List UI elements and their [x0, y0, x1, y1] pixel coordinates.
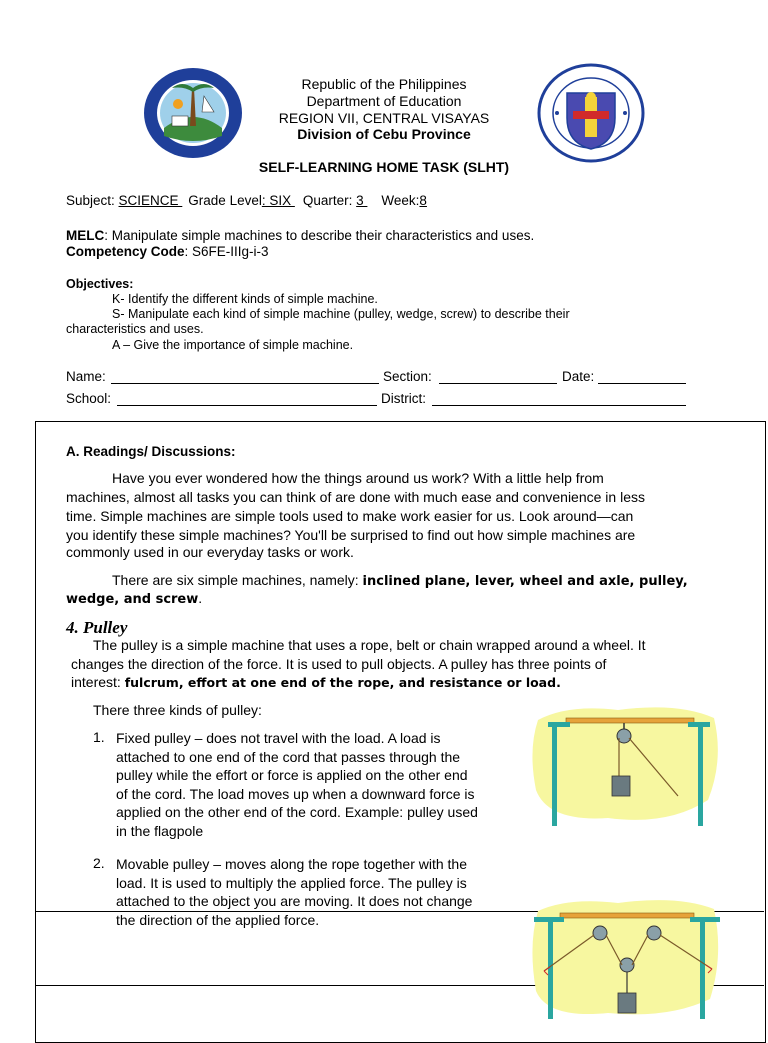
fixed-pulley-diagram	[528, 700, 724, 830]
district-field[interactable]	[432, 405, 686, 406]
readings-p1-l3: time. Simple machines are simple tools used to make work easier for us. Look around—can	[66, 508, 634, 524]
readings-p1-l5: commonly used in our everyday tasks or work.	[66, 544, 354, 560]
movable-l2: load. It is used to multiply the applied force. The pulley is	[116, 874, 467, 891]
pulley-desc-l1: The pulley is a simple machine that uses a rope, belt or chain wrapped around a wheel. It	[93, 637, 646, 653]
six-machines-list-cont: wedge, and screw	[66, 592, 199, 607]
interest-label: interest:	[71, 674, 125, 690]
header-division: Division of Cebu Province	[297, 126, 471, 142]
objectives-label: Objectives:	[66, 277, 134, 291]
school-label: School:	[66, 391, 112, 406]
header-region: REGION VII, CENTRAL VISAYAS	[278, 110, 490, 126]
school-field[interactable]	[117, 405, 377, 406]
quarter-label: Quarter:	[302, 193, 357, 208]
readings-p1-l4: you identify these simple machines? You'll be surprised to find out how simple machines are	[66, 527, 636, 543]
date-label: Date:	[562, 369, 595, 384]
six-machines-list: inclined plane, lever, wheel and axle, pulley,	[362, 574, 688, 589]
grade-value: : SIX	[261, 193, 295, 208]
page-title: SELF-LEARNING HOME TASK (SLHT)	[258, 159, 510, 175]
item-number-2: 2.	[93, 855, 105, 871]
objective-k: K- Identify the different kinds of simple machine.	[112, 292, 378, 306]
pulley-desc-l3	[71, 674, 561, 690]
section-field[interactable]	[439, 383, 557, 384]
quarter-value: 3	[356, 193, 368, 208]
melc-line	[66, 228, 534, 243]
interest-points: fulcrum, effort at one end of the rope, and resistance or load.	[124, 675, 561, 690]
objective-s-cont: characteristics and uses.	[66, 322, 204, 336]
item-number-1: 1.	[93, 729, 105, 745]
week-value: 8	[419, 193, 427, 208]
fixed-l2: attached to one end of the cord that passes through the	[116, 748, 461, 765]
subject-value: SCIENCE	[118, 193, 183, 208]
objective-s: S- Manipulate each kind of simple machine (pulley, wedge, screw) to describe their	[112, 307, 570, 321]
fixed-l4: of the cord. The load moves up when a downward force is	[116, 785, 475, 802]
movable-l1: Movable pulley – moves along the rope together with the	[116, 856, 467, 872]
readings-p2-l1	[112, 572, 688, 589]
movable-pulley-diagram	[528, 895, 724, 1020]
readings-p1-l2: machines, almost all tasks you can think of are done with much ease and convenience in less	[66, 489, 645, 505]
objective-a: A – Give the importance of simple machine.	[112, 338, 354, 352]
competency-line	[66, 244, 269, 259]
six-machines-end: .	[198, 590, 203, 606]
movable-pulley-text	[116, 855, 472, 929]
district-label: District:	[381, 391, 426, 406]
header-deped: Department of Education	[306, 93, 462, 109]
week-label: Week:	[381, 193, 420, 208]
name-field[interactable]	[111, 383, 379, 384]
name-label: Name:	[66, 369, 106, 384]
competency-label: Competency Code	[66, 244, 185, 259]
subject-line	[66, 193, 427, 208]
kinds-intro: There three kinds of pulley:	[93, 702, 262, 718]
pulley-desc-l2: changes the direction of the force. It is used to pull objects. A pulley has three points of	[71, 656, 607, 672]
fixed-l3: pulley while the effort or force is applied on the other end	[116, 767, 468, 783]
section-label: Section:	[383, 369, 432, 384]
header-republic: Republic of the Philippines	[301, 76, 467, 92]
readings-p1-l1: Have you ever wondered how the things around us work? With a little help from	[112, 470, 604, 486]
grade-label: Grade Level	[188, 193, 262, 208]
movable-l4: the direction of the applied force.	[116, 911, 320, 928]
movable-l3: attached to the object you are moving. It does not change	[116, 893, 473, 909]
melc-text: : Manipulate simple machines to describe their characteristics and uses.	[104, 228, 535, 243]
melc-label: MELC	[66, 228, 105, 243]
fixed-pulley-text	[116, 729, 478, 840]
fixed-l6: in the flagpole	[116, 822, 204, 839]
competency-code: : S6FE-IIIg-i-3	[184, 244, 269, 259]
fixed-l1: Fixed pulley – does not travel with the load. A load is	[116, 730, 441, 746]
subject-label: Subject:	[66, 193, 119, 208]
six-machines-intro: There are six simple machines, namely:	[112, 572, 363, 588]
readings-heading: A. Readings/ Discussions:	[66, 444, 236, 459]
readings-p2-l2	[66, 590, 202, 607]
fixed-l5: applied on the other end of the cord. Example: pulley used	[116, 804, 478, 820]
pulley-title: 4. Pulley	[66, 618, 128, 637]
date-field[interactable]	[598, 383, 686, 384]
